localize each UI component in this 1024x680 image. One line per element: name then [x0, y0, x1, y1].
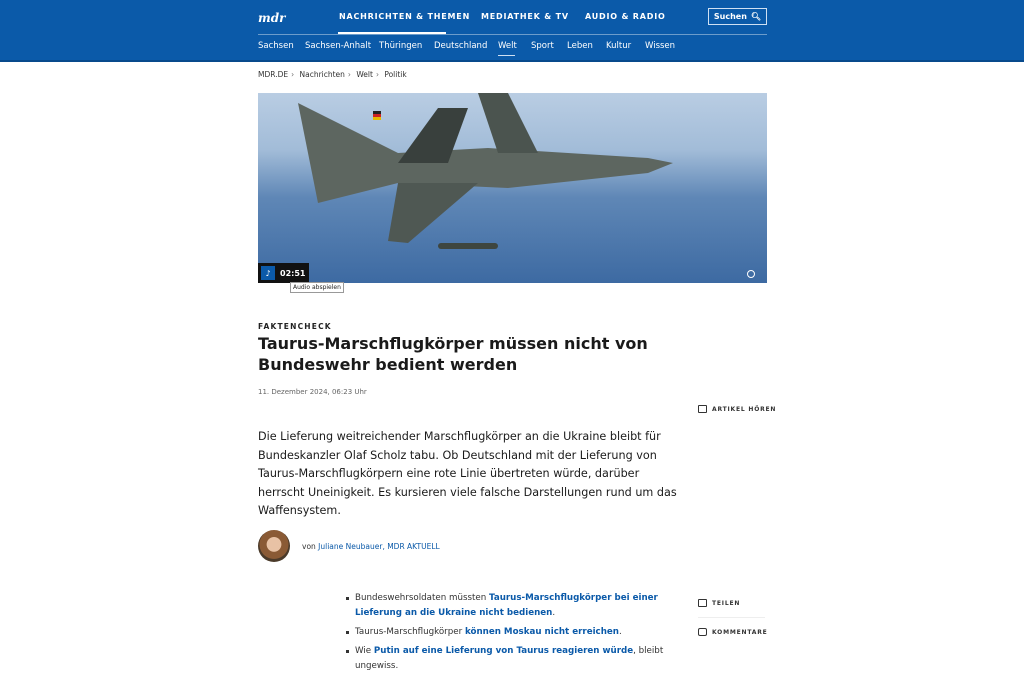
audio-duration: 02:51: [280, 268, 306, 278]
list-item: Bundeswehrsoldaten müssten Taurus-Marschflugkörper bei einer Lieferung an die Ukraine nicht bedienen.: [345, 591, 665, 621]
author-line: [302, 542, 440, 551]
subnav-sachsen-anhalt[interactable]: Sachsen-Anhalt: [305, 41, 372, 51]
article-lead: Die Lieferung weitreichender Marschflugkörper an die Ukraine bleibt für Bundeskanzler Olaf Scholz tabu. Ob Deutschland mit der Lieferung von Taurus-Marschflugkörpern eine rote Linie übertreten würde, darüber herrscht Uneinigkeit. Es kursieren viele falsche Darstellungen rund um das Waffensystem.: [258, 430, 677, 517]
subnav-wissen[interactable]: Wissen: [645, 41, 676, 51]
summary-link[interactable]: können Moskau nicht erreichen: [464, 627, 619, 637]
search-button[interactable]: [708, 8, 767, 25]
article-kicker: FAKTENCHECK: [258, 322, 332, 331]
author-prefix: von: [302, 542, 316, 551]
hero-image: [258, 93, 767, 283]
active-subnav-indicator: [498, 55, 515, 56]
subnav-leben[interactable]: Leben: [567, 41, 593, 51]
comments-label: KOMMENTARE: [712, 628, 768, 636]
mdr-logo[interactable]: mdr: [258, 11, 286, 25]
share-icon: [698, 599, 707, 607]
subnav-sachsen[interactable]: Sachsen: [258, 41, 294, 51]
summary-link[interactable]: Taurus-Marschflugkörper bei einer Lieferung an die Ukraine nicht bedienen: [355, 593, 658, 618]
breadcrumb-item[interactable]: Politik: [384, 70, 407, 79]
listen-label: ARTIKEL HÖREN: [712, 405, 777, 413]
listen-icon: [698, 405, 707, 413]
article-title: Taurus-Marschflugkörper müssen nicht von Bundeswehr bedient werden: [258, 334, 648, 374]
breadcrumb-item[interactable]: MDR.DE: [258, 70, 289, 79]
tooltip: Audio abspielen: [290, 282, 344, 293]
listen-article-button[interactable]: [698, 405, 776, 413]
list-item: Taurus-Marschflugkörper können Moskau nicht erreichen.: [345, 625, 665, 640]
comments-button[interactable]: [698, 628, 768, 636]
search-icon: 🔍︎: [750, 12, 762, 21]
info-icon[interactable]: [747, 270, 755, 278]
subnav-sport[interactable]: Sport: [531, 41, 554, 51]
summary-list: [345, 591, 665, 678]
audio-wave-icon: ♪: [261, 266, 275, 280]
nav-mediathek[interactable]: MEDIATHEK & TV: [481, 12, 569, 21]
divider: [698, 617, 765, 618]
subnav-deutschland[interactable]: Deutschland: [434, 41, 488, 51]
summary-link[interactable]: Putin auf eine Lieferung von Taurus reagieren würde: [373, 646, 634, 656]
active-nav-indicator: [338, 32, 446, 34]
subnav-kultur[interactable]: Kultur: [606, 41, 632, 51]
breadcrumb-item[interactable]: Welt: [356, 70, 373, 79]
article-date: 11. Dezember 2024, 06:23 Uhr: [258, 388, 367, 396]
breadcrumb-item[interactable]: Nachrichten: [299, 70, 345, 79]
share-label: TEILEN: [712, 599, 741, 607]
list-item: Wie Putin auf eine Lieferung von Taurus reagieren würde, bleibt ungewiss.: [345, 644, 665, 674]
subnav-welt[interactable]: Welt: [498, 41, 517, 51]
audio-play-button[interactable]: [258, 263, 309, 283]
nav-nachrichten[interactable]: NACHRICHTEN & THEMEN: [339, 12, 471, 21]
site-header: [0, 0, 1024, 62]
nav-audio[interactable]: AUDIO & RADIO: [585, 12, 666, 21]
search-label: Suchen: [713, 12, 747, 21]
subnav-thueringen[interactable]: Thüringen: [379, 41, 423, 51]
comment-icon: [698, 628, 707, 636]
author-avatar: [258, 530, 290, 562]
jet-illustration: [258, 93, 767, 283]
author-link[interactable]: Juliane Neubauer, MDR AKTUELL: [318, 542, 440, 551]
divider: [258, 34, 767, 35]
breadcrumb: MDR.DE › Nachrichten › Welt › Politik: [258, 70, 407, 79]
share-button[interactable]: [698, 599, 740, 607]
